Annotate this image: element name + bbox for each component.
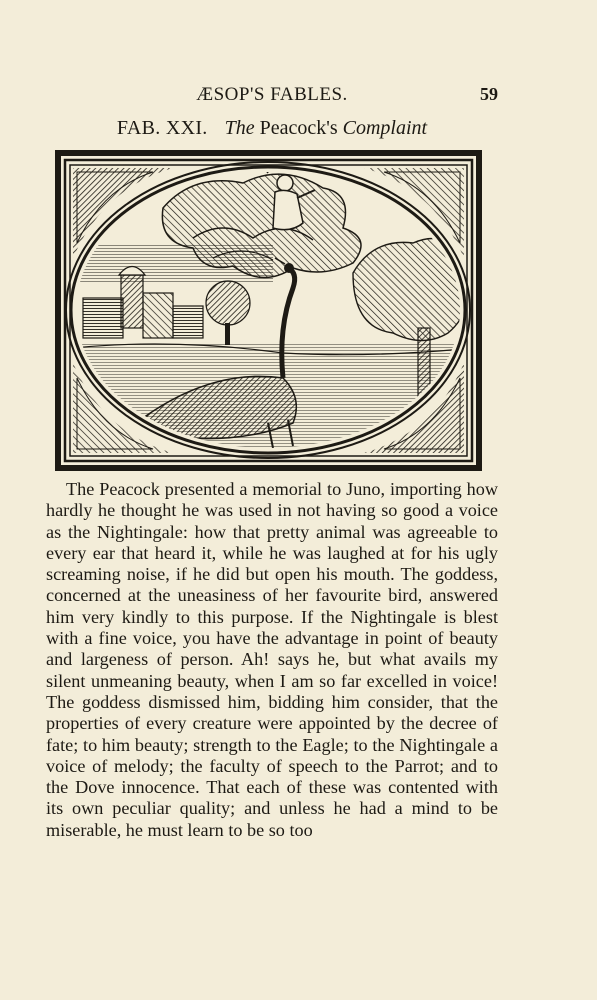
fable-body-paragraph: The Peacock presented a memorial to Juno, importing how hardly he thought he was used in not having so good a voice as the Nightingale: how that pretty animal was agreeable to every ear that heard it, while he was laughed at for his ugly screaming noise, if he did but open his mouth. The goddess, concerned at the uneasiness of her favourite bird, answered him very kindly to this purpose. If the Nightingale is blest with a fine voice, you have the advantage in point of beauty and largeness of person. Ah! says he, but what avails my silent unmeaning beauty, when I am so far excelled in voice! The goddess dismissed him, bidding him consider, that the properties of every creature were appointed by the decree of fate; to him beauty; strength to the Eagle; to the Nightingale a voice of melody; the faculty of speech to the Parrot; and to the Dove innocence. That each of these was contented with its own peculiar quality; and unless he had a mind to be miserable, he must learn to be so too xyxy=(46,479,498,840)
running-head xyxy=(46,84,498,108)
fable-number: FAB. XXI. xyxy=(116,117,208,139)
woodcut-svg xyxy=(53,148,484,473)
running-title: ÆSOP'S FABLES. xyxy=(196,84,348,105)
fable-heading xyxy=(46,117,498,140)
fable-body-text xyxy=(46,479,498,841)
woodcut-illustration xyxy=(53,148,484,473)
page-number: 59 xyxy=(480,84,498,104)
fable-title-article: The xyxy=(224,117,255,139)
fable-title-word: Complaint xyxy=(342,117,428,139)
fable-title-subject: Peacock's xyxy=(259,117,338,139)
